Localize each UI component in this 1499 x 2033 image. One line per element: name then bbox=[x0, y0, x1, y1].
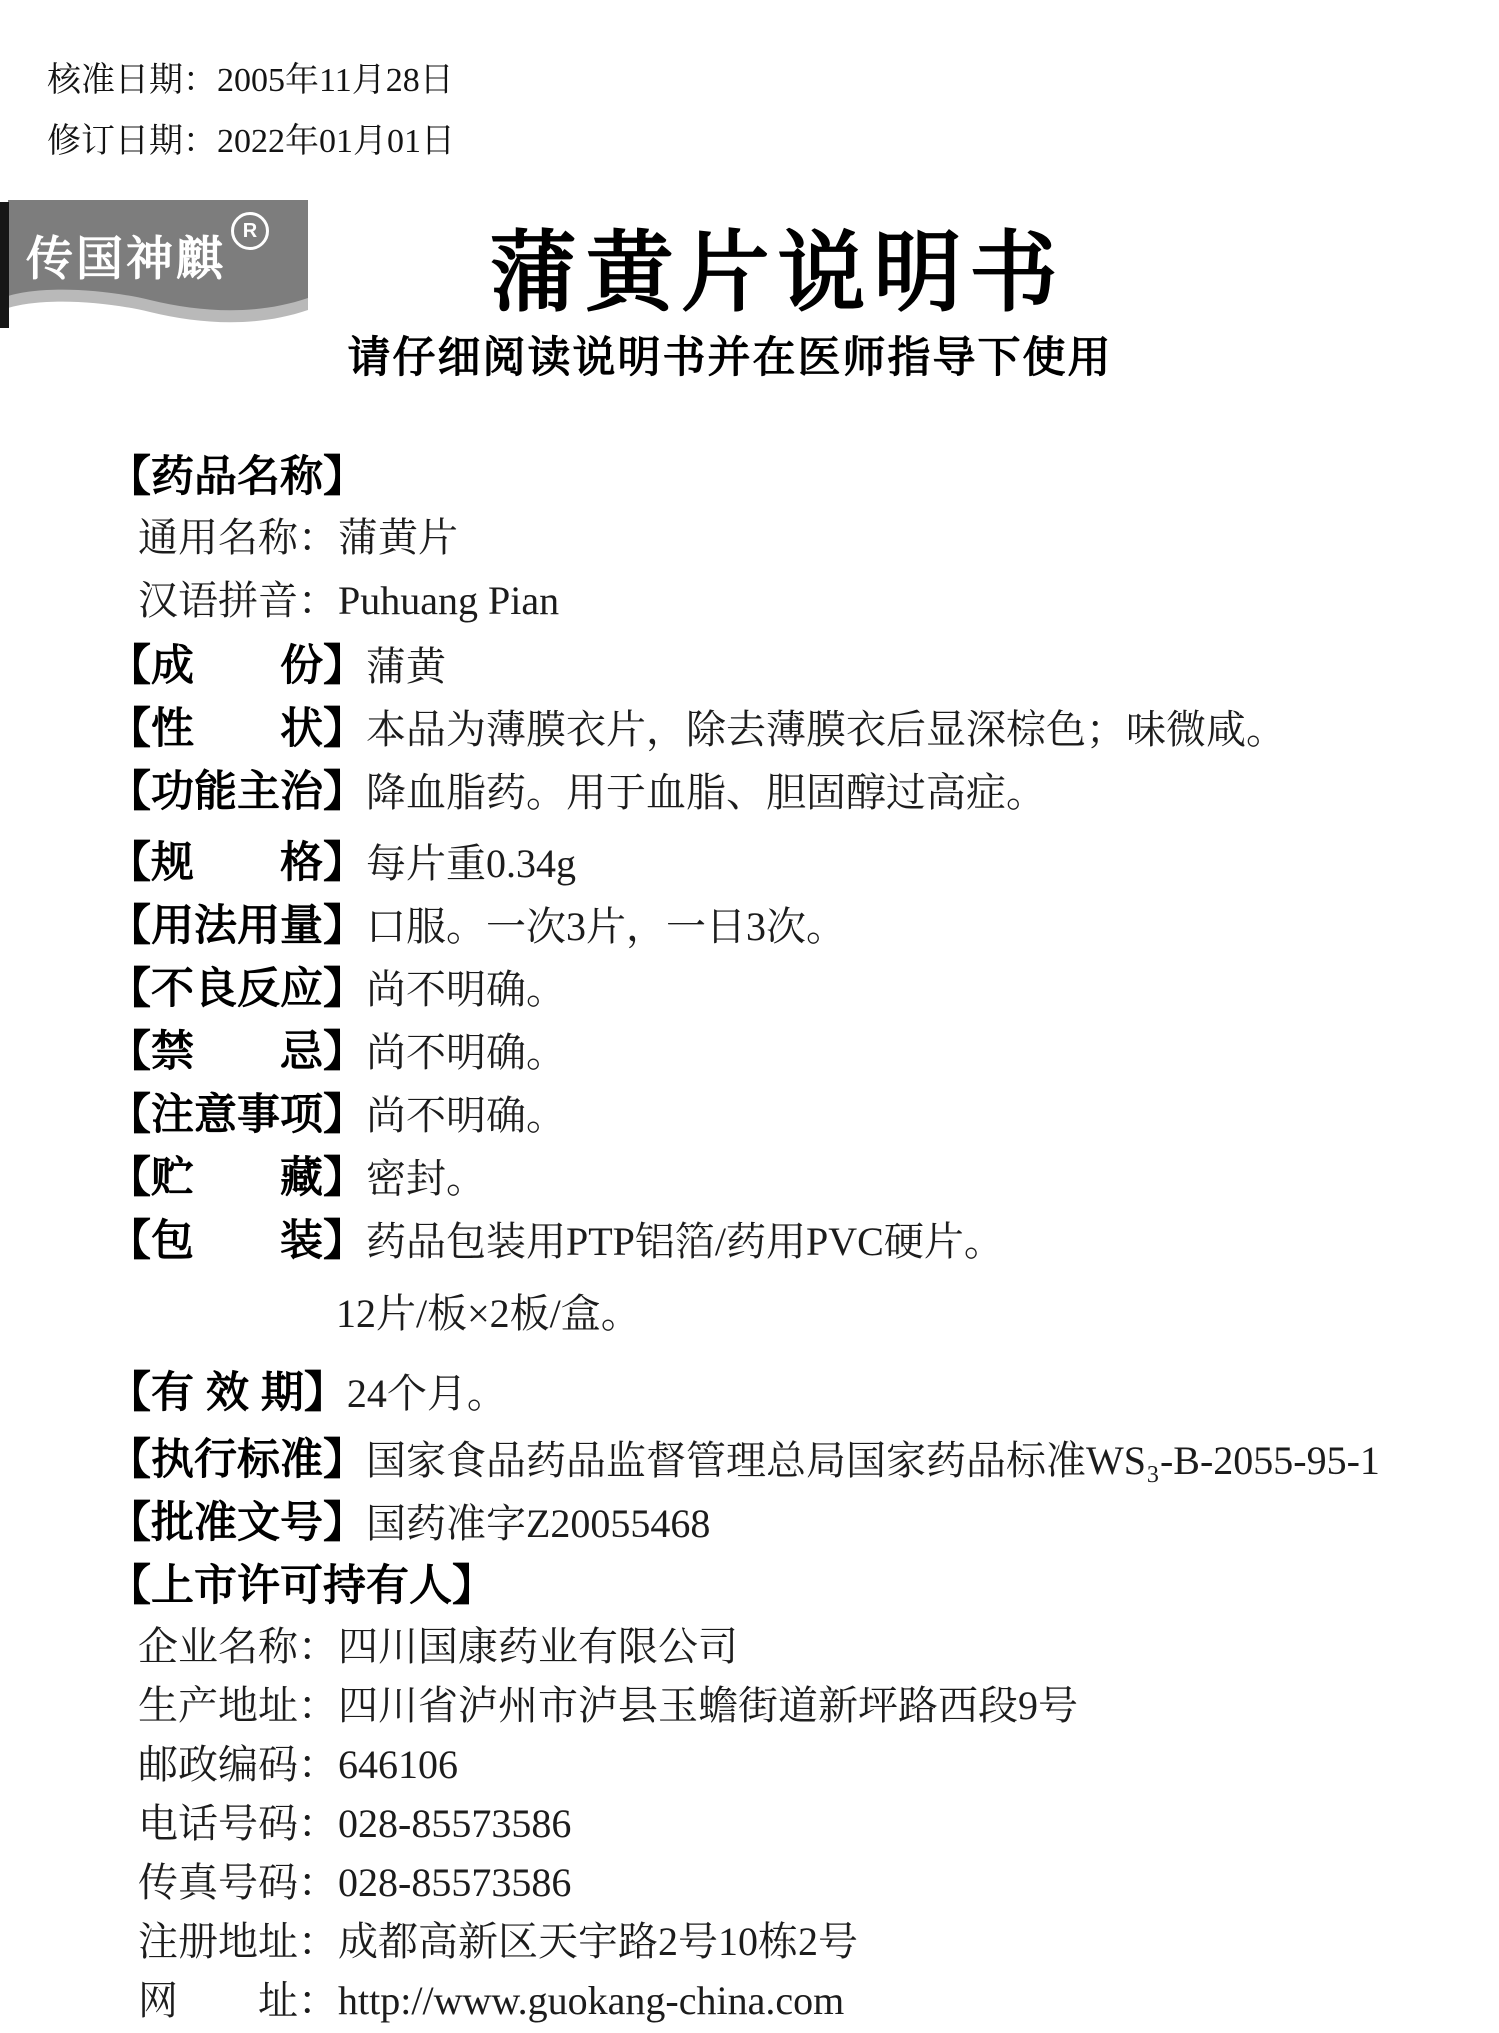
section-row-fax bbox=[108, 1851, 1478, 1910]
brand-name: 传国神麒 bbox=[26, 232, 226, 285]
leaflet-body bbox=[108, 443, 1478, 2028]
section-row-drug-name bbox=[108, 443, 1478, 506]
section-value: 四川国康药业有限公司 bbox=[338, 1624, 738, 1669]
section-label: 电话号码： bbox=[138, 1801, 338, 1846]
section-label: 【贮 藏】 bbox=[108, 1154, 366, 1202]
section-row-standard bbox=[108, 1426, 1478, 1489]
usage-notice: 请仔细阅读说明书并在医师指导下使用 bbox=[347, 334, 1113, 382]
section-row-shelf-life bbox=[108, 1359, 1478, 1422]
section-label: 邮政编码： bbox=[138, 1742, 338, 1787]
section-value: 国药准字Z20055468 bbox=[366, 1501, 711, 1546]
section-label: 【注意事项】 bbox=[108, 1091, 366, 1139]
section-label: 企业名称： bbox=[138, 1624, 338, 1669]
section-row-postal-code bbox=[108, 1733, 1478, 1792]
section-row-registered-address bbox=[108, 1910, 1478, 1969]
section-label: 【药品名称】 bbox=[108, 453, 366, 501]
section-value: 国家食品药品监督管理总局国家药品标准WS₃-B-2055-95-1 bbox=[366, 1438, 1380, 1483]
section-label: 【不良反应】 bbox=[108, 965, 366, 1013]
section-value: 每片重0.34g bbox=[366, 841, 576, 886]
section-row-description bbox=[108, 695, 1478, 758]
section-label: 【用法用量】 bbox=[108, 902, 366, 950]
section-row-dosage bbox=[108, 892, 1478, 955]
section-row-packaging bbox=[108, 1207, 1478, 1270]
section-row-storage bbox=[108, 1144, 1478, 1207]
section-label: 【执行标准】 bbox=[108, 1436, 366, 1484]
section-value: 646106 bbox=[338, 1742, 458, 1787]
section-row-pinyin bbox=[108, 569, 1478, 632]
section-label: 注册地址： bbox=[138, 1919, 338, 1964]
page-title: 蒲黄片说明书 bbox=[489, 223, 1066, 322]
date-block bbox=[47, 50, 455, 172]
section-value: 24个月。 bbox=[346, 1371, 507, 1416]
section-value: 蒲黄片 bbox=[338, 515, 458, 560]
logo-left-bar bbox=[0, 202, 9, 328]
section-row-contraindications bbox=[108, 1018, 1478, 1081]
section-label: 通用名称： bbox=[138, 515, 338, 560]
section-label: 生产地址： bbox=[138, 1683, 338, 1728]
section-label: 【有 效 期】 bbox=[108, 1369, 347, 1417]
section-row-generic-name bbox=[108, 506, 1478, 569]
revision-date-line: 修订日期：2022年01月01日 bbox=[47, 123, 455, 160]
section-row-packaging-cont bbox=[108, 1282, 1478, 1345]
section-value: 四川省泸州市泸县玉蟾街道新坪路西段9号 bbox=[338, 1683, 1078, 1728]
section-value: 028-85573586 bbox=[338, 1801, 572, 1846]
section-value: 尚不明确。 bbox=[366, 967, 566, 1012]
section-value: 12片/板×2板/盒。 bbox=[336, 1291, 641, 1336]
section-label: 【上市许可持有人】 bbox=[108, 1562, 495, 1610]
section-row-phone bbox=[108, 1792, 1478, 1851]
section-value: Puhuang Pian bbox=[338, 578, 560, 623]
section-value: 成都高新区天宇路2号10栋2号 bbox=[338, 1919, 858, 1964]
section-label: 【规 格】 bbox=[108, 839, 366, 887]
section-row-website bbox=[108, 1969, 1478, 2028]
section-value: 尚不明确。 bbox=[366, 1030, 566, 1075]
section-row-ingredients bbox=[108, 632, 1478, 695]
section-value: 尚不明确。 bbox=[366, 1093, 566, 1138]
section-label: 汉语拼音： bbox=[138, 578, 338, 623]
section-value: 蒲黄 bbox=[366, 644, 446, 689]
section-value: 药品包装用PTP铝箔/药用PVC硬片。 bbox=[366, 1219, 1004, 1264]
section-row-precautions bbox=[108, 1081, 1478, 1144]
section-label: 【禁 忌】 bbox=[108, 1028, 366, 1076]
section-label: 【性 状】 bbox=[108, 705, 366, 753]
section-value: 口服。一次3片，一日3次。 bbox=[366, 904, 846, 949]
section-label: 【批准文号】 bbox=[108, 1499, 366, 1547]
section-label: 【功能主治】 bbox=[108, 768, 366, 816]
section-row-license-holder bbox=[108, 1552, 1478, 1615]
section-value: 降血脂药。用于血脂、胆固醇过高症。 bbox=[366, 770, 1046, 815]
registered-trademark-icon: R bbox=[231, 212, 269, 250]
section-row-indications bbox=[108, 758, 1478, 821]
section-label: 传真号码： bbox=[138, 1860, 338, 1905]
section-label: 网 址： bbox=[138, 1978, 338, 2023]
section-value: http://www.guokang-china.com bbox=[338, 1978, 845, 2023]
section-row-company-name bbox=[108, 1615, 1478, 1674]
section-row-specification bbox=[108, 829, 1478, 892]
section-row-approval-number bbox=[108, 1489, 1478, 1552]
section-label: 【包 装】 bbox=[108, 1217, 366, 1265]
section-value: 密封。 bbox=[366, 1156, 486, 1201]
approval-date-line: 核准日期：2005年11月28日 bbox=[47, 62, 454, 99]
section-label: 【成 份】 bbox=[108, 642, 366, 690]
section-value: 028-85573586 bbox=[338, 1860, 572, 1905]
section-value: 本品为薄膜衣片，除去薄膜衣后显深棕色；味微咸。 bbox=[366, 707, 1286, 752]
section-row-production-address bbox=[108, 1674, 1478, 1733]
section-row-adverse-reactions bbox=[108, 955, 1478, 1018]
